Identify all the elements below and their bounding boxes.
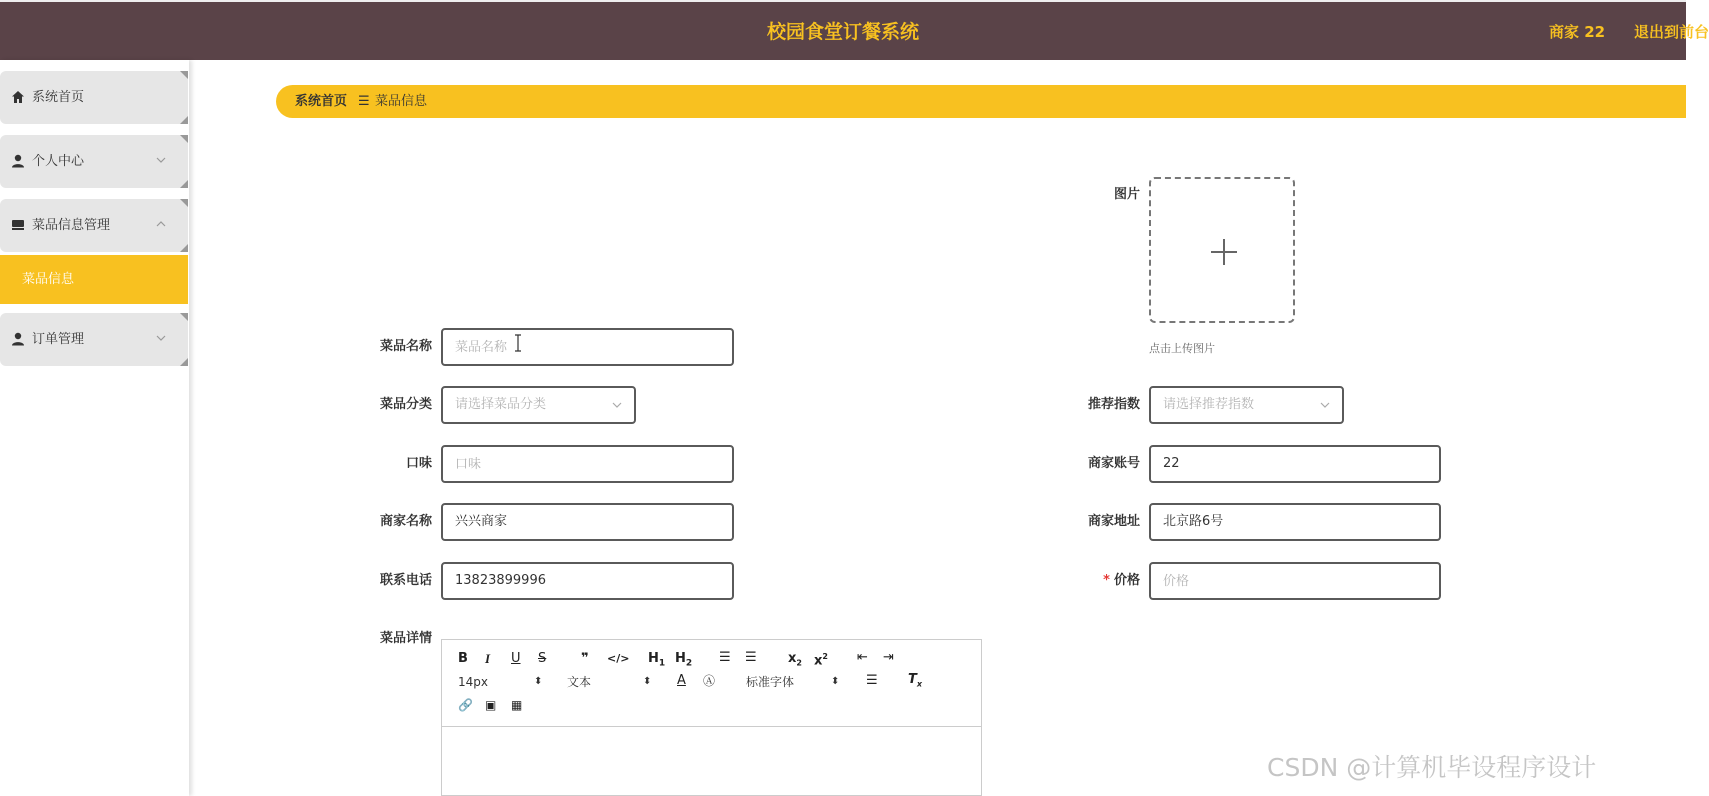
sidebar-subitem-dish-info[interactable] <box>0 255 188 304</box>
sidebar-item-label: 系统首页 <box>32 90 85 105</box>
merchant-name-input[interactable]: 兴兴商家 <box>441 503 734 541</box>
phone-label: 联系电话 <box>379 573 432 588</box>
chevron-down-icon <box>612 401 622 409</box>
user-icon <box>11 332 25 346</box>
font-family-value: 标准字体 <box>746 675 795 689</box>
recommend-index-placeholder: 请选择推荐指数 <box>1163 397 1255 412</box>
phone-input[interactable]: 13823899996 <box>441 562 734 600</box>
merchant-address-label: 商家地址 <box>1087 514 1140 529</box>
image-icon[interactable]: ▣ <box>485 698 497 712</box>
editor-content-area[interactable] <box>442 728 981 795</box>
select-arrows-icon: ⬍ <box>643 676 652 687</box>
chevron-up-icon <box>156 219 166 229</box>
select-arrows-icon: ⬍ <box>534 676 543 687</box>
breadcrumb <box>276 85 1686 118</box>
sidebar-item-personal-center[interactable] <box>0 135 188 188</box>
underline-icon[interactable]: U <box>511 651 521 666</box>
breadcrumb-home-link[interactable]: 系统首页 <box>295 94 348 109</box>
breadcrumb-current: 菜品信息 <box>375 94 428 109</box>
heading-1-icon[interactable]: $H_1$ <box>648 651 666 669</box>
sidebar-item-dish-management[interactable] <box>0 199 188 252</box>
bold-icon[interactable]: B <box>458 651 468 666</box>
clear-format-icon[interactable]: $T_x$ <box>908 672 923 689</box>
ordered-list-icon[interactable]: ☰ <box>719 650 731 665</box>
text-cursor-icon <box>514 334 522 352</box>
details-label: 菜品详情 <box>379 631 432 646</box>
header-type-value: 文本 <box>567 675 592 689</box>
taste-input[interactable] <box>441 445 734 483</box>
price-label-text: 价格 <box>1113 573 1140 588</box>
font-color-icon[interactable]: A <box>677 673 686 688</box>
bullet-list-icon[interactable]: ☰ <box>745 650 757 665</box>
chevron-down-icon <box>1320 401 1330 409</box>
merchant-account-input[interactable]: 22 <box>1149 445 1441 483</box>
watermark: CSDN @计算机毕设程序设计 <box>1267 753 1597 782</box>
rich-text-editor <box>441 639 982 796</box>
sidebar-item-label: 订单管理 <box>32 332 85 347</box>
chevron-down-icon <box>156 155 166 165</box>
dish-category-label: 菜品分类 <box>379 397 432 412</box>
indent-icon[interactable]: ⇥ <box>883 650 894 665</box>
taste-label: 口味 <box>405 456 432 471</box>
recommend-index-select[interactable] <box>1149 386 1344 424</box>
sidebar-item-label: 个人中心 <box>32 154 85 169</box>
home-icon <box>11 90 25 104</box>
align-icon[interactable]: ☰ <box>866 673 878 688</box>
sidebar-subitem-label: 菜品信息 <box>22 272 75 287</box>
sidebar <box>0 60 189 796</box>
header-type-select[interactable] <box>567 673 652 691</box>
code-block-icon[interactable]: </> <box>607 652 630 665</box>
chevron-down-icon <box>156 333 166 343</box>
current-user-label: 商家 22 <box>1549 23 1606 41</box>
dish-category-select[interactable] <box>441 386 636 424</box>
dish-category-placeholder: 请选择菜品分类 <box>455 397 547 412</box>
required-mark: * <box>1103 573 1110 588</box>
select-arrows-icon: ⬍ <box>831 676 840 687</box>
font-family-select[interactable] <box>746 673 841 691</box>
price-input[interactable] <box>1149 562 1441 600</box>
merchant-address-input[interactable]: 北京路6号 <box>1149 503 1441 541</box>
superscript-icon[interactable]: $x^2$ <box>814 652 828 669</box>
recommend-index-label: 推荐指数 <box>1087 397 1140 412</box>
dish-name-input[interactable] <box>441 328 734 366</box>
user-icon <box>11 154 25 168</box>
top-header <box>0 0 1709 60</box>
blockquote-icon[interactable]: ❞ <box>581 651 589 666</box>
merchant-account-label: 商家账号 <box>1087 456 1140 471</box>
logout-link[interactable]: 退出到前台 <box>1634 23 1709 41</box>
app-title: 校园食堂订餐系统 <box>766 21 919 43</box>
breadcrumb-separator: ☰ <box>358 94 370 109</box>
outdent-icon[interactable]: ⇤ <box>857 650 868 665</box>
image-label: 图片 <box>1113 187 1140 202</box>
font-size-value: 14px <box>458 675 488 689</box>
upload-hint: 点击上传图片 <box>1149 342 1215 355</box>
heading-2-icon[interactable]: $H_2$ <box>675 651 693 669</box>
link-icon[interactable]: 🔗 <box>458 698 473 712</box>
price-label <box>1020 562 1140 600</box>
tray-icon <box>11 218 25 232</box>
editor-toolbar <box>442 640 981 727</box>
dish-name-label: 菜品名称 <box>379 339 432 354</box>
sidebar-item-order-management[interactable] <box>0 313 188 366</box>
font-size-select[interactable] <box>458 673 543 691</box>
sidebar-item-label: 菜品信息管理 <box>32 218 111 233</box>
background-color-icon[interactable]: Ⓐ <box>703 674 716 688</box>
merchant-name-label: 商家名称 <box>379 514 432 529</box>
video-icon[interactable]: ▦ <box>511 698 523 712</box>
italic-icon[interactable]: I <box>485 651 491 666</box>
sidebar-item-home[interactable] <box>0 71 188 124</box>
image-upload-box[interactable] <box>1149 177 1295 323</box>
strikethrough-icon[interactable]: S <box>538 651 547 666</box>
subscript-icon[interactable]: $x_2$ <box>788 651 802 668</box>
